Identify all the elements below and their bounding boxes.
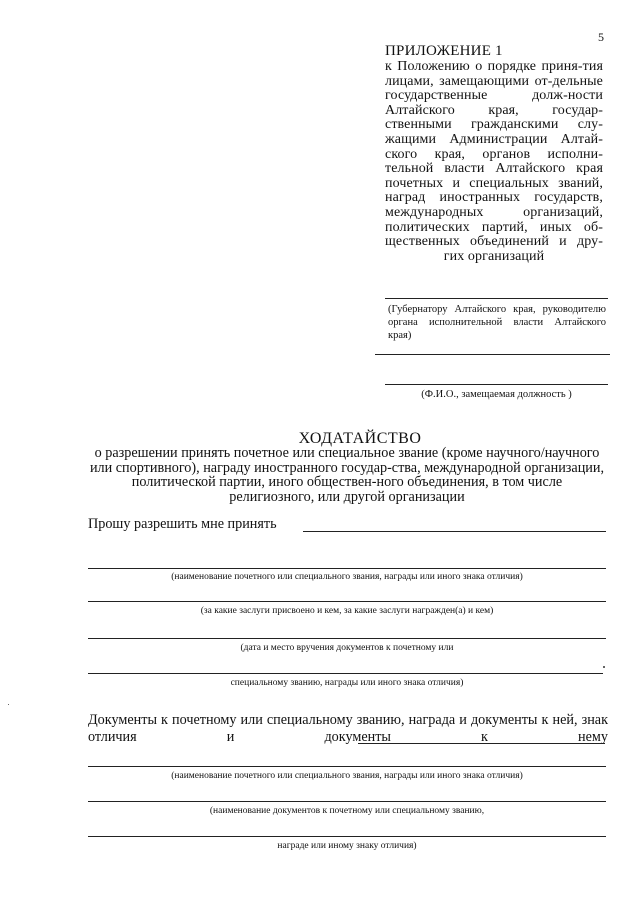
documents-name-line[interactable] [88,801,606,802]
margin-dot [8,704,9,705]
addressee-line-3[interactable] [385,384,608,385]
award-name-line[interactable] [88,568,606,569]
caption-date-place: (дата и место вручения документов к почетному или [240,643,454,653]
caption-date-place-cont: специальному званию, награды или иного знака отличия) [230,678,464,688]
addressee-line-1[interactable] [385,298,608,299]
addressee-line-2[interactable] [375,354,610,355]
award-name-field[interactable] [303,531,606,532]
dot-mark [603,666,605,668]
documents-name-line-2[interactable] [88,836,606,837]
caption-documents-award: (наименование почетного или специального звания, награды или иного знака отличия) [171,771,523,781]
documents-award-line[interactable] [88,766,606,767]
caption-documents-name: (наименование документов к почетному или специальному званию, [209,806,485,816]
addressee-caption: (Губернатору Алтайского края, руководителю органа исполнительной власти Алтайского края) [388,304,606,341]
appendix-text: к Положению о порядке приня-тия лицами, замещающими от-дельные государственные долж-ности Алтайского края, государ-ственными гражданскими слу-жащими Администрации Алтай-ского края, органов исполни-тельной власти Алтайского края почетных и специальных званий, наград иностранных государств, международных организаций, политических партий, иных об-щественных объединений и дру-гих организаций [385,59,603,264]
caption-award-name: (наименование почетного или специального звания, награды или иного знака отличия) [171,572,523,582]
merits-line[interactable] [88,601,606,602]
appendix-title: ПРИЛОЖЕНИЕ 1 [385,43,503,59]
date-place-line[interactable] [88,638,606,639]
caption-documents-name-cont: награде или иному знаку отличия) [277,841,417,851]
documents-text-content: Документы к почетному или специальному званию, награда и документы к ней, знак отличия и документы к нему [88,712,608,745]
petition-title: ХОДАТАЙСТВО [298,430,422,447]
petition-subtitle: о разрешении принять почетное или специальное звание (кроме научного/научного или спортивного), награду иностранного государ-ства, международной организации, политической партии, иного обществен-ного объединения, в том числе религиозного, или другой организации [89,445,605,505]
documents-field[interactable] [358,743,605,744]
documents-text [88,712,608,746]
request-text: Прошу разрешить мне принять [88,516,277,532]
date-place-line-2[interactable] [88,673,603,674]
appendix-block [385,43,603,264]
name-position-caption: (Ф.И.О., замещаемая должность ) [421,389,572,400]
page-number: 5 [598,30,604,44]
caption-merits: (за какие заслуги присвоено и кем, за какие заслуги награжден(а) и кем) [200,606,494,616]
